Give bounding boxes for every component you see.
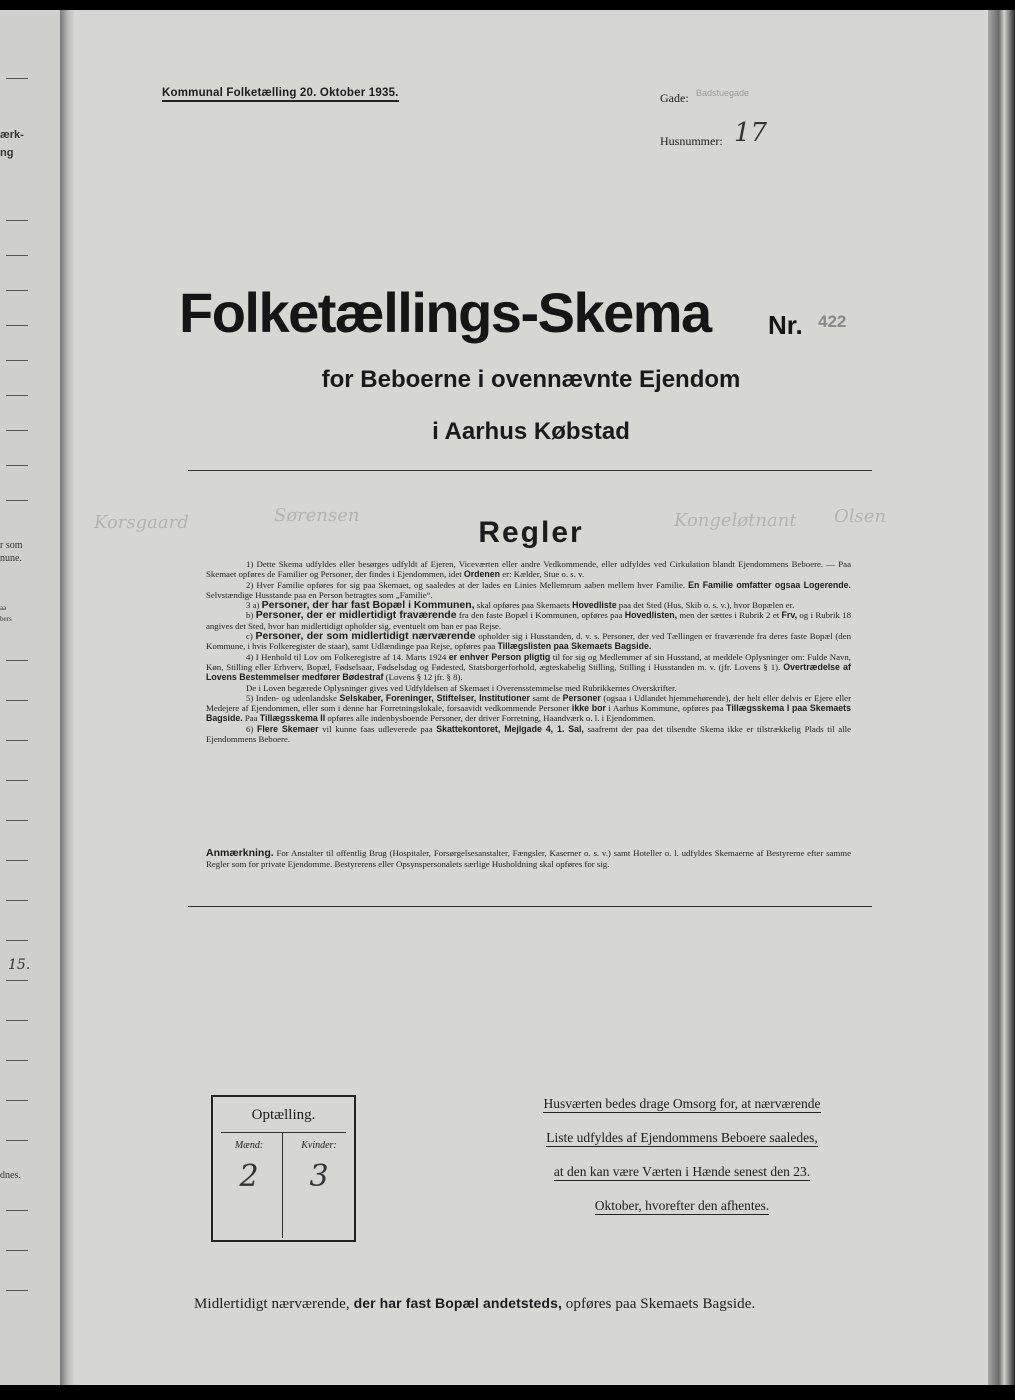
divider [6,220,28,221]
rule-emphasis: Flere Skemaer [256,723,319,734]
left-fragment: nune. [0,553,22,564]
rule-emphasis: Ordenen [463,569,501,580]
note-text: Husværten bedes drage Omsorg for, at nærværende [543,1096,821,1111]
rule-text: i Aarhus Kommune, opføres paa [605,703,727,714]
divider [6,740,28,741]
footer-note [194,1295,755,1313]
divider [188,906,872,907]
gade-label: Gade: [660,91,689,105]
rule-emphasis: Personer, der som midlertidigt nærværende [255,630,476,643]
divider [6,1020,28,1021]
left-fragment: ærk- [0,129,24,141]
divider [6,500,28,501]
divider [6,940,28,941]
rule-paragraph [206,683,851,693]
men-label: Mænd: [234,1140,264,1151]
landlord-note-line [517,1198,847,1214]
divider [6,78,28,79]
rule-text: 2) Hver Familie opføres for sig paa Skemaet, og saaledes at der lades en Linies Mellemrum aaben mellem hver Familie. [246,579,689,590]
left-page-fragment [0,10,60,1385]
divider [6,255,28,256]
divider [6,430,28,431]
rule-text: saafremt der paa det tilsendte Skema ikke er tilstrækkelig Plads til alle Ejendommens Beboere. [206,723,851,745]
rule-text: er: Kælder, Stue o. s. v. [500,569,585,580]
footer-text: Midlertidigt nærværende, [194,1296,354,1312]
divider [6,465,28,466]
husnummer-label: Husnummer: [660,134,723,148]
divider [6,1100,28,1101]
divider [6,360,28,361]
rule-text: 3 a) [246,600,262,611]
divider [6,1140,28,1141]
remark-paragraph [206,848,851,870]
rule-text: b) [246,610,256,621]
rule-text: 1) Dette Skema udfyldes eller besørges udfyldt af Ejeren, Viceværten eller andre Vedkommende, eller udfyldes ved Cirkulation blandt Ejendommens Beboere. — Paa Skemaet opføres de Familier og Personer, der findes i Ejendommen, idet [206,559,851,580]
left-fragment: ng [0,147,14,159]
tally-box [211,1095,356,1242]
rule-text: (ogsaa i Udlandet hjemmehørende), der helt eller delvis er Ejere eller Medejere af Ejendommen, eller som i denne har Forretningslokale, forsaavidt vedkommende Personer [206,692,851,714]
subtitle-residents: for Beboerne i ovennævnte Ejendom [321,366,741,393]
divider [282,1132,283,1238]
footer-bold-text: der har fast Bopæl andetsteds, [353,1295,562,1311]
rule-text: fra den faste Bopæl i Kommunen, opføres paa [456,610,625,621]
note-text: at den kan være Værten i Hænde senest den 23. [553,1164,811,1179]
men-count: 2 [239,1159,259,1194]
divider [6,660,28,661]
landlord-note-line [517,1096,847,1112]
divider [6,900,28,901]
rules-heading: Regler [478,516,584,549]
landlord-note-line [517,1164,847,1180]
left-fragment: r som [0,540,23,551]
rule-emphasis: En Familie omfatter ogsaa Logerende. [688,579,851,590]
divider [6,1250,28,1251]
rule-text: 4) I Henhold til Lov om Folkeregistre af 14. Marts 1924 [246,651,449,662]
husnummer-value: 17 [734,118,768,148]
rule-text: paa det Sted (Hus, Skib o. s. v.), hvor Bopælen er. [616,600,795,611]
rule-emphasis: Personer, der har fast Bopæl i Kommunen, [261,599,475,612]
bleed-through-script: Kongeløtnant [674,510,797,531]
rule-text: De i Loven begærede Oplysninger gives ved Udfyldelsen af Skemaet i Overensstemmelse med Rubrikkernes Overskrifter. [246,682,677,693]
rule-text: skal opføres paa Skemaets [474,600,573,611]
divider [6,325,28,326]
rule-text: 6) [246,723,257,734]
divider [6,395,28,396]
form-number-value: 422 [818,312,847,331]
rule-paragraph [206,724,851,745]
bleed-through-script: Olsen [834,506,886,527]
remark-text: For Anstalter til offentlig Brug (Hospitaler, Forsørgelsesanstalter, Fængsler, Kaserner o. s. v.) samt Hoteller o. l. udfyldes Skemaerne af Bestyrerne efter samme Regler som for private Ejendomme. Bestyrerens eller Opsynspersonalets særlige Husholdning skal opføres for sig. [206,848,851,869]
rule-text: Selvstændige Husstande paa en Person betragtes som „Familie“. [206,589,433,600]
rule-text: Paa [242,713,260,724]
rule-emphasis: Tillægsskema II [259,713,326,724]
note-text: Liste udfyldes af Ejendommens Beboere saaledes, [546,1130,818,1145]
rule-text: og i Rubrik 18 angives det Sted, hvor han midlertidigt opholder sig, eventuelt om han er paa Rejse. [206,610,851,631]
rule-text: (Lovens § 12 jfr. § 8). [383,672,463,683]
rule-emphasis: Personer [562,692,601,703]
rule-emphasis: er enhver Person pligtig [448,651,551,662]
divider [6,860,28,861]
rule-text: 5) Inden- og udenlandske [246,692,340,703]
rule-emphasis: Tillægslisten paa Skemaets Bagside. [497,641,652,652]
rule-text: c) [246,631,256,642]
rule-text: opholder sig i Husstanden, d. v. s. Personer, der ved Tællingen er fraværende fra deres faste Bopæl (den Kommune, i hvis Folkeregister de staar), samt Udlændinge paa Rejse, opføres paa [206,631,851,652]
divider [188,470,872,471]
rule-text: vil kunne faas udleverede paa [318,723,437,734]
divider [6,780,28,781]
divider [6,1060,28,1061]
bleed-through-script: Korsgaard [94,512,189,533]
divider [6,980,28,981]
rule-text: samt de [529,692,563,703]
gade-value: Badstuegade [696,88,750,98]
rule-emphasis: Selskaber, Foreninger, Stiftelser, Institutioner [339,692,530,703]
divider [6,290,28,291]
divider [221,1132,346,1133]
rule-paragraph [206,693,851,724]
women-label: Kvinder: [301,1140,337,1151]
bleed-through-script: Sørensen [274,505,360,526]
note-text: Oktober, hvorefter den afhentes. [594,1198,770,1213]
landlord-note-line [517,1130,847,1146]
census-header: Kommunal Folketælling 20. Oktober 1935. [162,87,399,102]
rule-text: opføres alle indenbysboende Personer, der driver Forretning, Haandværk o. l. i Ejendommen. [325,713,656,724]
divider [6,1290,28,1291]
rule-emphasis: Skattekontoret, Mejlgade 4, 1. Sal, [436,723,584,734]
divider [6,820,28,821]
left-fragment: bers [0,615,12,623]
rule-emphasis: Hovedlisten, [624,610,678,621]
women-count: 3 [309,1159,329,1194]
tally-title: Optælling. [251,1107,316,1123]
form-number-label: Nr. [768,310,803,340]
rule-emphasis: Hovedliste [572,600,617,611]
left-hand-note: 15. [8,957,31,973]
rule-emphasis: ikke bor [571,703,606,714]
left-fragment: dnes. [0,1170,21,1181]
subtitle-city: i Aarhus Købstad [432,418,630,445]
rule-paragraph [206,631,851,652]
rules-text [206,559,851,744]
footer-text: opføres paa Skemaets Bagside. [561,1296,756,1312]
rule-paragraph [206,610,851,631]
rule-emphasis: Frv, [781,610,798,621]
rule-text: til for sig og Medlemmer af sin Husstand, at meddele Oplysninger om: Fulde Navn, Køn, Stilling eller Erhverv, Bopæl, Fødselsaar, Fødselsdag og Fødested, Statsborgerforhold, ægteskabelig Stilling, Stilling i Husstanden m. v. (jfr. Lovens § 1). [206,651,852,672]
divider [6,1210,28,1211]
divider [6,700,28,701]
rule-emphasis: Personer, der er midlertidigt fraværende [255,609,457,622]
rule-text: men der sættes i Rubrik 2 et [677,610,782,621]
page-gutter [60,10,74,1385]
rule-paragraph [206,559,851,580]
rule-emphasis: Overtrædelse af Lovens Bestemmelser medfører Bødestraf [206,661,851,683]
remark-label: Anmærkning. [206,847,274,859]
rule-paragraph [206,652,851,683]
rule-paragraph [206,580,851,601]
left-fragment: aa [0,604,7,612]
page-edge-stack [988,10,1015,1385]
census-form-page [74,10,988,1385]
form-title: Folketællings-Skema [179,281,711,344]
rule-emphasis: Tillægsskema I paa Skemaets Bagside. [206,703,851,724]
